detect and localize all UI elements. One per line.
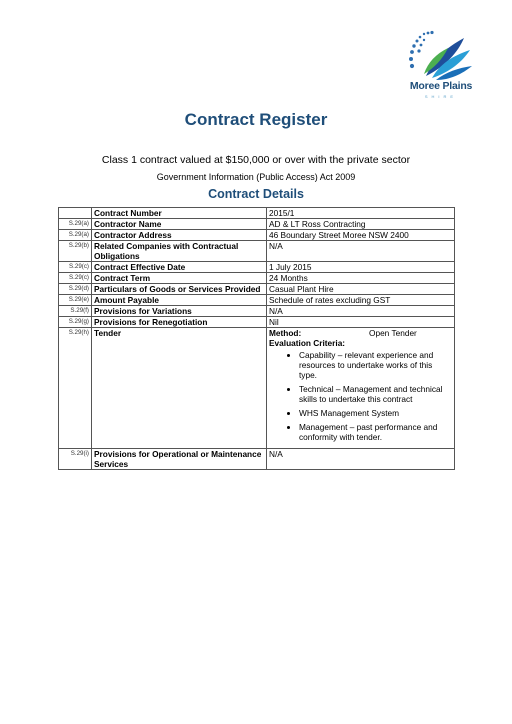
field-value: AD & LT Ross Contracting (267, 219, 455, 230)
field-label: Contract Number (92, 208, 267, 219)
section-ref (59, 208, 92, 219)
field-label: Contract Effective Date (92, 262, 267, 273)
field-value: 1 July 2015 (267, 262, 455, 273)
field-label: Contractor Address (92, 230, 267, 241)
table-row (59, 317, 455, 328)
table-row (59, 208, 455, 219)
table-row (59, 295, 455, 306)
list-item: • Technical – Management and technical skills to undertake this contract (299, 384, 452, 404)
section-ref: S.29(g) (59, 317, 92, 328)
tender-method (269, 328, 452, 338)
field-label: Contractor Name (92, 219, 267, 230)
criteria-label: Evaluation Criteria: (269, 338, 346, 348)
section-ref: S.29(h) (59, 328, 92, 449)
list-item: • Management – past performance and conformity with tender. (299, 422, 452, 442)
field-label: Provisions for Renegotiation (92, 317, 267, 328)
field-label: Provisions for Operational or Maintenance Services (92, 449, 267, 470)
field-label: Contract Term (92, 273, 267, 284)
table-row (59, 306, 455, 317)
tender-details (267, 328, 455, 449)
list-item: • WHS Management System (299, 408, 452, 418)
subtitle-act: Government Information (Public Access) Act 2009 (156, 172, 356, 182)
table-row (59, 449, 455, 470)
section-title: Contract Details (208, 187, 304, 201)
field-value: 46 Boundary Street Moree NSW 2400 (267, 230, 455, 241)
logo-sub: SHIRE (424, 94, 458, 99)
section-ref: S.29(e) (59, 295, 92, 306)
field-value: Schedule of rates excluding GST (267, 295, 455, 306)
field-label: Particulars of Goods or Services Provided (92, 284, 267, 295)
field-value: N/A (267, 449, 455, 470)
field-label: Amount Payable (92, 295, 267, 306)
field-label: Related Companies with Contractual Obligations (92, 241, 267, 262)
table-row (59, 284, 455, 295)
logo-name: Moree Plains (409, 80, 473, 92)
table-row (59, 273, 455, 284)
section-ref: S.29(c) (59, 262, 92, 273)
section-ref: S.29(a) (59, 219, 92, 230)
subtitle-contract-class: Class 1 contract valued at $150,000 or over with the private sector (101, 154, 411, 166)
field-label: Provisions for Variations (92, 306, 267, 317)
method-label: Method: (269, 328, 302, 338)
section-ref: S.29(b) (59, 241, 92, 262)
field-value: Casual Plant Hire (267, 284, 455, 295)
field-value: 24 Months (267, 273, 455, 284)
table-row (59, 219, 455, 230)
page-title: Contract Register (184, 110, 328, 129)
table-row (59, 241, 455, 262)
field-value: N/A (267, 241, 455, 262)
field-label: Tender (92, 328, 267, 449)
section-ref: S.29(c) (59, 273, 92, 284)
criteria-list (269, 350, 452, 442)
field-value: Nil (267, 317, 455, 328)
section-ref: S.29(f) (59, 306, 92, 317)
table-row-tender (59, 328, 455, 449)
table-row (59, 230, 455, 241)
section-ref: S.29(a) (59, 230, 92, 241)
section-ref: S.29(d) (59, 284, 92, 295)
field-value: N/A (267, 306, 455, 317)
list-item: • Capability – relevant experience and resources to undertake works of this type. (299, 350, 452, 380)
section-ref: S.29(i) (59, 449, 92, 470)
method-value: Open Tender (369, 328, 417, 338)
contract-details-table (58, 207, 455, 470)
table-row (59, 262, 455, 273)
field-value: 2015/1 (267, 208, 455, 219)
